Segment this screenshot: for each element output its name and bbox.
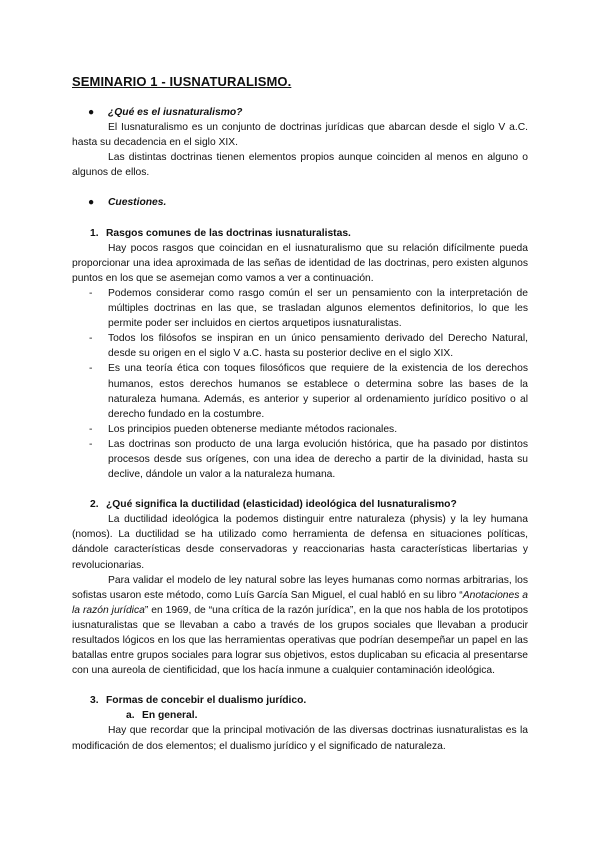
paragraph: Las distintas doctrinas tienen elementos propios aunque coinciden al menos en alguno o algunos de ellos.	[72, 152, 528, 179]
list-item-text: Podemos considerar como rasgo común el ser un pensamiento con la interpretación de múltiples doctrinas en las que, se trasladan algunos elementos definitorios, lo que les permite poder ser incluidos en ciertos arquetipos iusnaturalistas.	[108, 287, 528, 330]
heading-text: Rasgos comunes de las doctrinas iusnaturalistas.	[106, 227, 351, 239]
section-heading-1	[90, 226, 528, 241]
list-item	[89, 361, 528, 421]
section-number: 1.	[90, 227, 99, 239]
paragraph: La ductilidad ideológica la podemos distinguir entre naturaleza (physis) y la ley humana (nomos). La ductilidad se ha utilizado como herramienta de defensa en situaciones políticas, dándole características desde conservadoras y reaccionarias hasta características libertarias y revolucionarias.	[72, 514, 528, 571]
list-item	[89, 286, 528, 331]
list-item-text: Es una teoría ética con toques filosóficos que requiere de la existencia de los derechos humanos, estos derechos humanos se establece o determina sobre las bases de la naturaleza humana. Además, es anterior y superior al ordenamiento jurídico positivo o al derecho fundado en la costumbre.	[108, 363, 528, 420]
heading-text: Formas de concebir el dualismo jurídico.	[106, 695, 307, 707]
document-body	[72, 105, 528, 754]
paragraph: El Iusnaturalismo es un conjunto de doctrinas jurídicas que abarcan desde el siglo V a.C. hasta su decadencia en el siglo XIX.	[72, 122, 528, 149]
page-title: SEMINARIO 1 - IUSNATURALISMO.	[72, 74, 292, 89]
dash-marker: -	[89, 287, 93, 299]
heading-text: ¿Qué significa la ductilidad (elasticidad) ideológica del Iusnaturalismo?	[106, 499, 457, 511]
list-item	[89, 331, 528, 361]
heading-text: En general.	[142, 710, 198, 722]
list-item-text: Las doctrinas son producto de una larga evolución histórica, que ha pasado por distintos procesos desde sus orígenes, con una idea de derecho a partir de la divinidad, hasta su declive, dándole un valor a la naturaleza humana.	[108, 438, 528, 481]
dash-marker: -	[89, 438, 93, 450]
bullet-icon: ●	[88, 107, 95, 118]
paragraph: Hay que recordar que la principal motivación de las diversas doctrinas iusnaturalistas es la modificación de dos elementos; el dualismo jurídico y el significado de naturaleza.	[72, 725, 528, 752]
bullet-icon: ●	[88, 197, 95, 209]
dash-marker: -	[89, 333, 93, 345]
bullet-heading-cuestiones	[88, 195, 528, 210]
section-heading-3	[90, 693, 528, 708]
section-heading-2	[90, 497, 528, 512]
subsection-letter: a.	[126, 710, 135, 722]
list-item	[89, 422, 528, 437]
paragraph: Hay pocos rasgos que coincidan en el iusnaturalismo que su relación difícilmente pueda proporcionar una idea aproximada de las señas de identidad de las doctrinas, pero existen algunos puntos en los que se asemejan como vamos a ver a continuación.	[72, 242, 528, 284]
heading-text: ¿Qué es el iusnaturalismo?	[108, 107, 243, 118]
paragraph	[72, 573, 528, 679]
list-item-text: Los principios pueden obtenerse mediante métodos racionales.	[108, 423, 398, 435]
list-item-text: Todos los filósofos se inspiran en un único pensamiento derivado del Derecho Natural, desde su origen en el siglo V a.C. hasta su posterior declive en el siglo XIX.	[108, 333, 528, 360]
dash-marker: -	[89, 363, 93, 375]
list-item	[89, 437, 528, 482]
section-number: 3.	[90, 695, 99, 707]
paragraph-text: Para validar el modelo de ley natural sobre las leyes humanas como normas arbitrarias, los sofistas usaron este método, como Luís García San Miguel, el cual habló en su libro “	[72, 574, 528, 601]
book-title: Anotaciones a la razón jurídica	[72, 589, 529, 616]
heading-text: Cuestiones.	[108, 197, 167, 209]
subsection-heading	[126, 708, 528, 723]
section-number: 2.	[90, 499, 99, 511]
dash-marker: -	[89, 423, 93, 435]
paragraph-text: ” en 1969, de “una crítica de la razón jurídica”, en la que nos habla de los prototipos iusnaturalistas que se llevaban a cabo a través de los grupos sociales que llevaban a producir resultados lógicos en los que las herramientas operativas que podrían desempeñar un papel en las batallas entre grupos sociales para lograr sus objetivos, estos duplicaban su eficacia al presentarse con una aureola de cientificidad, que los hacía inmune a cualquier contaminación ideológica.	[72, 604, 529, 677]
bullet-heading-what-is	[88, 105, 528, 120]
